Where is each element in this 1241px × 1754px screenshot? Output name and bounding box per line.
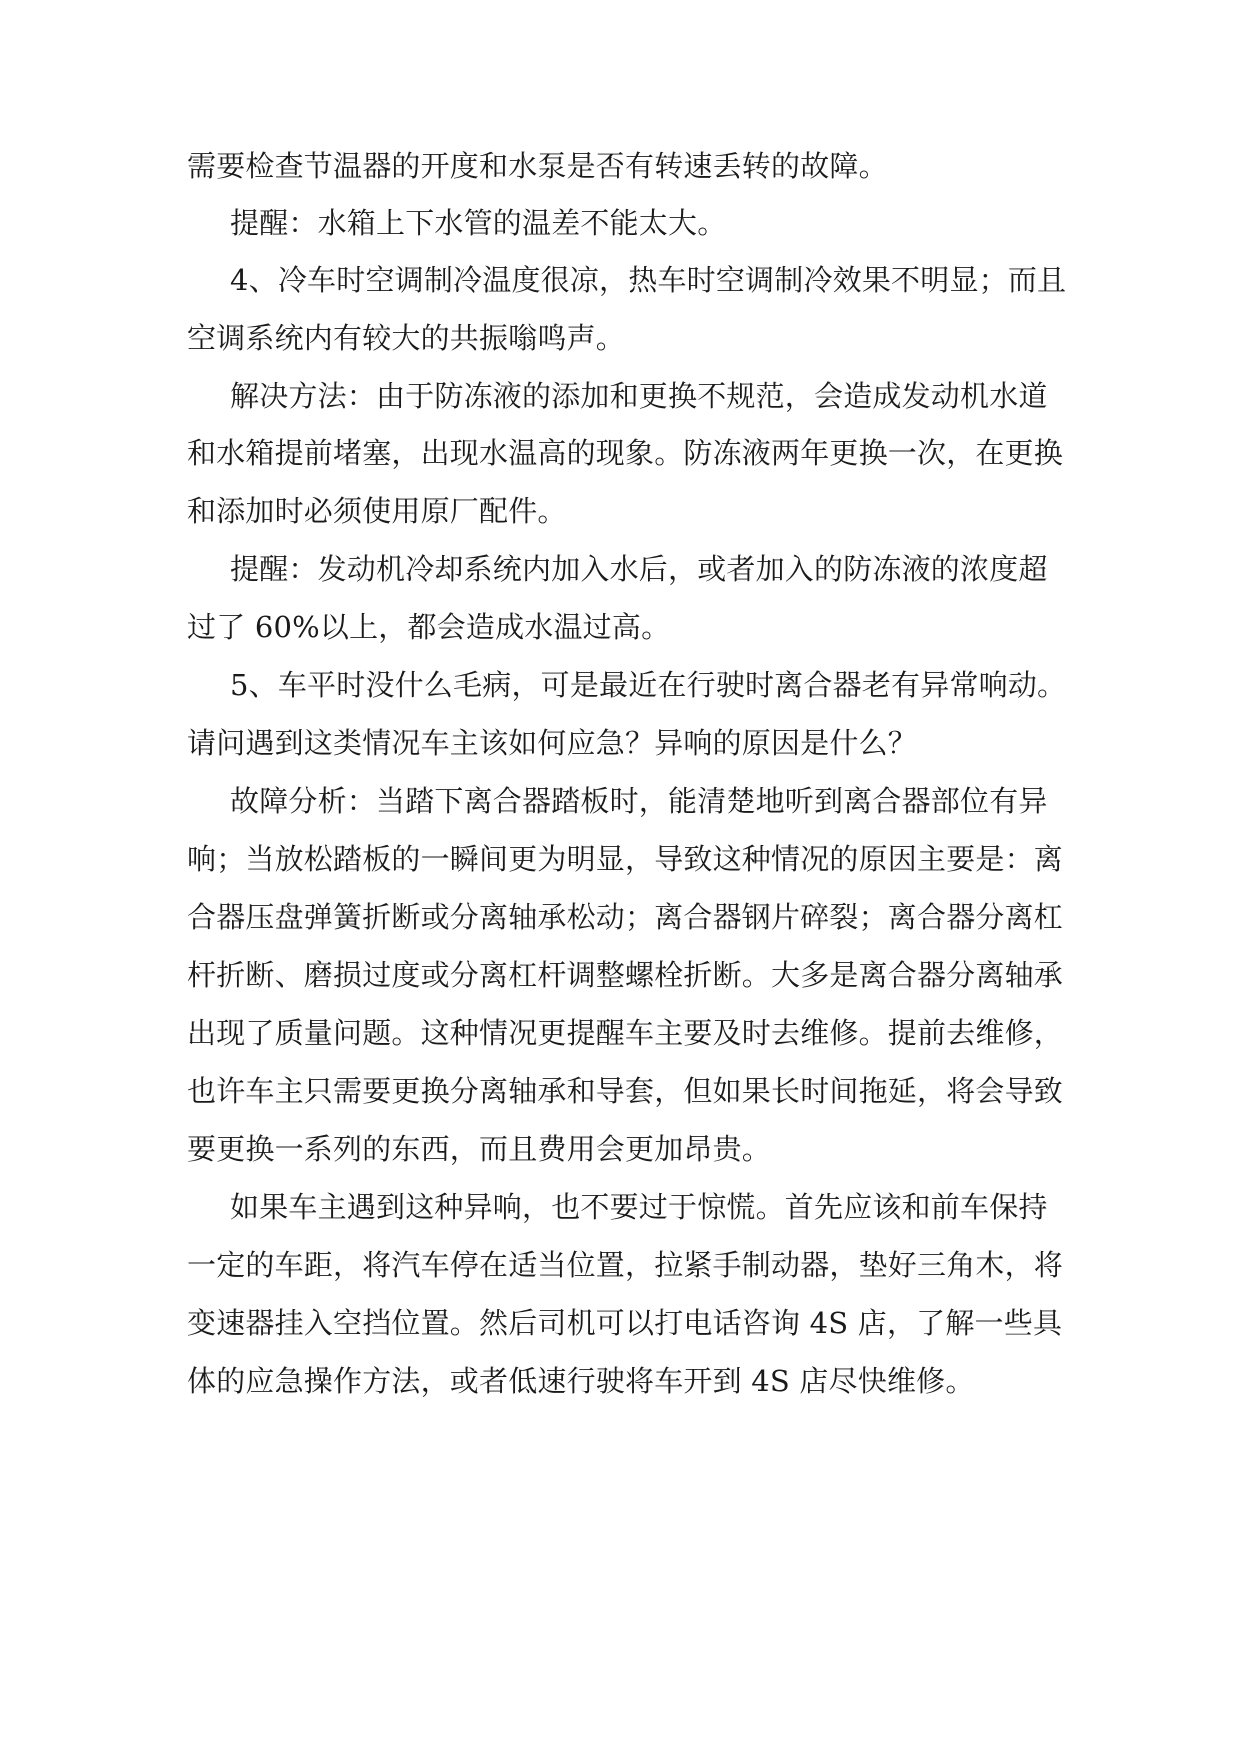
analysis-line-5: 出现了质量问题。这种情况更提醒车主要及时去维修。提前去维修， bbox=[187, 1016, 1064, 1050]
advice-line-3: 变速器挂入空挡位置。然后司机可以打电话咨询 4S 店，了解一些具 bbox=[187, 1306, 1063, 1340]
advice-line-2: 一定的车距，将汽车停在适当位置，拉紧手制动器，垫好三角木，将 bbox=[187, 1248, 1064, 1282]
advice-line-4: 体的应急操作方法，或者低速行驶将车开到 4S 店尽快维修。 bbox=[187, 1364, 975, 1398]
analysis-line-7: 要更换一系列的东西，而且费用会更加昂贵。 bbox=[187, 1132, 772, 1166]
reminder-2-line-1: 提醒：发动机冷却系统内加入水后，或者加入的防冻液的浓度超 bbox=[230, 552, 1048, 586]
solution-line-3: 和添加时必须使用原厂配件。 bbox=[187, 494, 567, 528]
analysis-line-2: 响；当放松踏板的一瞬间更为明显，导致这种情况的原因主要是：离 bbox=[187, 842, 1064, 876]
analysis-line-3: 合器压盘弹簧折断或分离轴承松动；离合器钢片碎裂；离合器分离杠 bbox=[187, 900, 1064, 934]
solution-line-1: 解决方法：由于防冻液的添加和更换不规范，会造成发动机水道 bbox=[230, 379, 1048, 413]
question-5-line-1: 5、车平时没什么毛病，可是最近在行驶时离合器老有异常响动。 bbox=[230, 668, 1067, 702]
reminder-line: 提醒：水箱上下水管的温差不能太大。 bbox=[230, 206, 727, 240]
analysis-line-6: 也许车主只需要更换分离轴承和导套，但如果长时间拖延，将会导致 bbox=[187, 1074, 1064, 1108]
question-5-line-2: 请问遇到这类情况车主该如何应急？异响的原因是什么？ bbox=[187, 726, 918, 760]
text-line-1: 需要检查节温器的开度和水泵是否有转速丢转的故障。 bbox=[187, 149, 888, 183]
solution-line-2: 和水箱提前堵塞，出现水温高的现象。防冻液两年更换一次，在更换 bbox=[187, 436, 1064, 470]
question-4-line-2: 空调系统内有较大的共振嗡鸣声。 bbox=[187, 321, 626, 355]
analysis-line-1: 故障分析：当踏下离合器踏板时，能清楚地听到离合器部位有异 bbox=[230, 784, 1048, 818]
question-4-line-1: 4、冷车时空调制冷温度很凉，热车时空调制冷效果不明显；而且 bbox=[230, 263, 1067, 297]
analysis-line-4: 杆折断、磨损过度或分离杠杆调整螺栓折断。大多是离合器分离轴承 bbox=[187, 958, 1064, 992]
reminder-2-line-2: 过了 60%以上，都会造成水温过高。 bbox=[187, 610, 671, 644]
advice-line-1: 如果车主遇到这种异响，也不要过于惊慌。首先应该和前车保持 bbox=[230, 1190, 1048, 1224]
